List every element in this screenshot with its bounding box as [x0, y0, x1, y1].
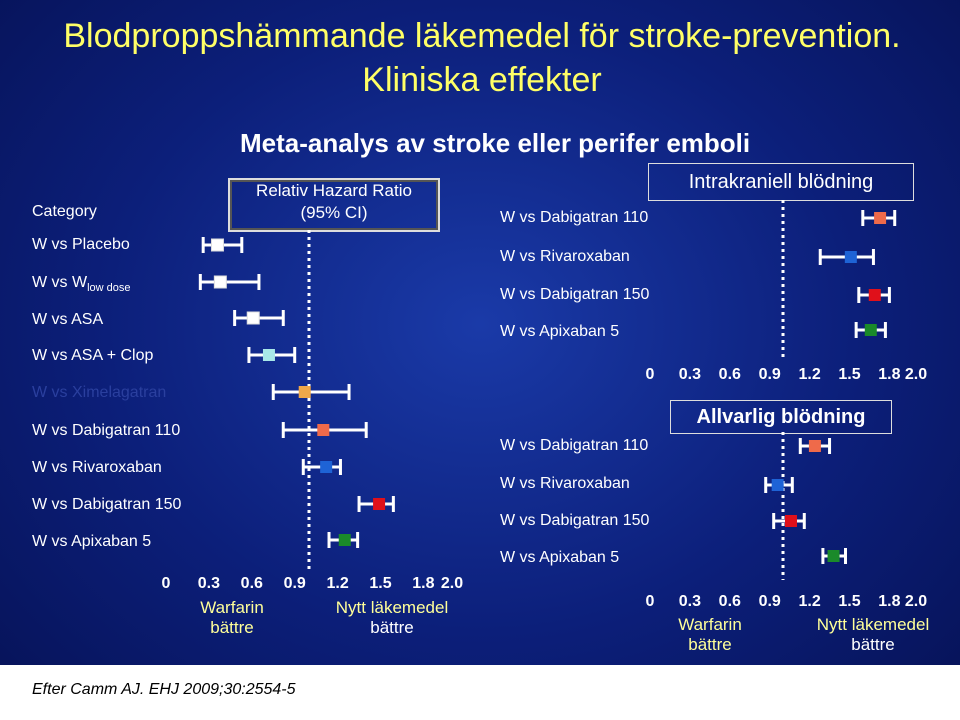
x-tick-label: 0 [645, 366, 655, 383]
x-tick-label: 1.8 [878, 366, 901, 383]
x-tick-label: 1.8 [412, 575, 435, 592]
x-tick-label: 0.3 [678, 366, 702, 383]
axis-right-line1: Nytt läkemedel [335, 598, 449, 617]
hazard-ratio-point [263, 349, 275, 361]
x-tick-label: 0.9 [758, 366, 781, 383]
x-tick-label: 1.5 [369, 575, 392, 592]
hazard-ratio-point [373, 498, 385, 510]
axis-right-line2: bättre [370, 618, 414, 637]
category-label: W vs ASA + Clop [32, 347, 154, 364]
major-label: W vs Dabigatran 110 [500, 437, 649, 454]
axis-right-line2: bättre [851, 635, 895, 654]
ratio-box-line2: (95% CI) [300, 203, 368, 222]
category-label: W vs Dabigatran 110 [32, 422, 181, 439]
category-label: W vs $W_{low dose}$ [32, 274, 131, 295]
page-title: Blodproppshämmande läkemedel för stroke-prevention. Kliniska effekter [63, 17, 901, 99]
hazard-ratio-point [299, 386, 311, 398]
ich-label: W vs Dabigatran 110 [500, 209, 649, 226]
footer-citation: Efter Camm AJ. EHJ 2009;30:2554-5 [32, 681, 296, 698]
hazard-ratio-point [214, 276, 226, 288]
x-tick-label: 2.0 [440, 575, 464, 592]
hazard-ratio-point [772, 479, 784, 491]
category-header: Category [32, 203, 97, 220]
hazard-ratio-point [317, 424, 329, 436]
x-tick-label: 0 [161, 575, 171, 592]
category-label: W vs ASA [32, 311, 104, 328]
major-title: Allvarlig blödning [696, 406, 866, 428]
axis-left-line1: Warfarin [200, 598, 264, 617]
x-tick-label: 0.6 [718, 366, 741, 383]
axis-left-line1: Warfarin [678, 615, 742, 634]
hazard-ratio-point [874, 212, 886, 224]
hazard-ratio-point [247, 312, 259, 324]
x-tick-label: 1.5 [838, 593, 861, 610]
x-tick-label: 2.0 [904, 366, 928, 383]
hazard-ratio-point [845, 251, 857, 263]
hazard-ratio-point [865, 324, 877, 336]
hazard-ratio-point [869, 289, 881, 301]
category-label: W vs Rivaroxaban [32, 459, 162, 476]
category-label: W vs Ximelagatran [32, 384, 167, 401]
x-tick-label: 0.9 [283, 575, 306, 592]
hazard-ratio-point [339, 534, 351, 546]
x-tick-label: 0.6 [718, 593, 741, 610]
x-tick-label: 0.6 [240, 575, 263, 592]
ich-label: W vs Apixaban 5 [500, 323, 620, 340]
hazard-ratio-point [828, 550, 840, 562]
axis-left-line2: bättre [210, 618, 254, 637]
hazard-ratio-point [809, 440, 821, 452]
hazard-ratio-point [320, 461, 332, 473]
category-label: W vs Dabigatran 150 [32, 496, 182, 513]
x-tick-label: 0.9 [758, 593, 781, 610]
major-label: W vs Apixaban 5 [500, 549, 620, 566]
x-tick-label: 0.3 [197, 575, 221, 592]
ich-title: Intrakraniell blödning [688, 171, 874, 193]
axis-left-line2: bättre [688, 635, 732, 654]
major-label: W vs Rivaroxaban [500, 475, 630, 492]
category-label: W vs Apixaban 5 [32, 533, 152, 550]
hazard-ratio-point [785, 515, 797, 527]
x-tick-label: 1.2 [798, 366, 821, 383]
x-tick-label: 1.5 [838, 366, 861, 383]
ich-label: W vs Rivaroxaban [500, 248, 630, 265]
x-tick-label: 1.2 [326, 575, 349, 592]
x-tick-label: 1.8 [878, 593, 901, 610]
ich-label: W vs Dabigatran 150 [500, 286, 650, 303]
x-tick-label: 1.2 [798, 593, 821, 610]
x-tick-label: 0 [645, 593, 655, 610]
x-tick-label: 2.0 [904, 593, 928, 610]
axis-right-line1: Nytt läkemedel [816, 615, 930, 634]
hazard-ratio-point [211, 239, 223, 251]
x-tick-label: 0.3 [678, 593, 702, 610]
major-label: W vs Dabigatran 150 [500, 512, 650, 529]
ratio-box-line1: Relativ Hazard Ratio [256, 181, 412, 200]
chart-subtitle: Meta-analys av stroke eller perifer emboli [240, 128, 751, 158]
category-label: W vs Placebo [32, 236, 130, 253]
